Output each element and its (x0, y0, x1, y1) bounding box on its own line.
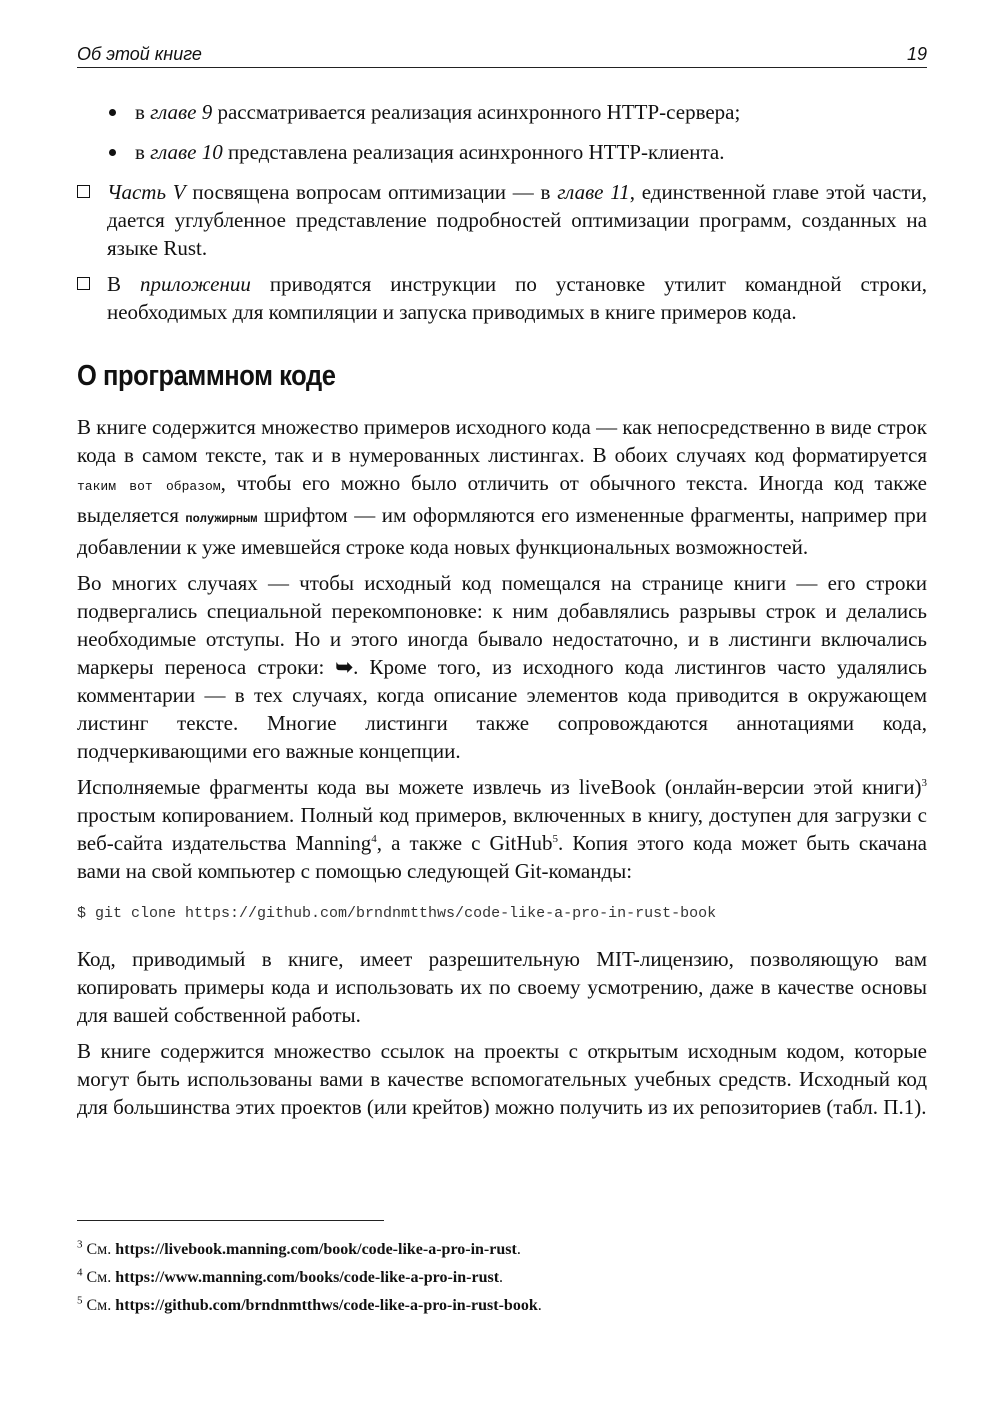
body-text (77, 413, 927, 1121)
git-clone-command: $ git clone https://github.com/brndnmtthws/code-like-a-pro-in-rust-book (77, 905, 717, 922)
footnote-5: $^5$ См. https://github.com/brndnmtthws/code-like-a-pro-in-rust-book. (77, 1294, 542, 1314)
paragraph-line-breaks: Во многих случаях — чтобы исходный код помещался на странице книги — его строки подвергались специальной перекомпоновке: к ним добавлялись разрывы строк и делались необходимые отступы. Но и этого иногда бывало недостаточно, и в листинги включались маркеры переноса строки: ➥. Кроме того, из исходного кода листингов часто удалялись комментарии — в тех случаях, когда описание элементов кода приводится в окружающем листинг тексте. Многие листинги также сопровождаются аннотациями кода, подчеркивающими его важные концепции. (77, 571, 927, 763)
paragraph-source-download: Исполняемые фрагменты кода вы можете извлечь из liveBook (онлайн-версии этой книги)$^3$ простым копированием. Полный код примеров, включенных в книгу, доступен для загрузки с веб-сайта издательства Manning$^4$, а также с GitHub$^5$. Копия этого кода может быть скачана вами на свой компьютер с помощью следующей Git-команды: (77, 775, 928, 883)
part-box-list (77, 178, 927, 326)
box-item-appendix: В приложении приводятся инструкции по установке утилит командной строки, необходимых для компиляции и запуска приводимых в книге примеров кода. (77, 270, 927, 326)
header-title: Об этой книге (77, 44, 202, 64)
page-number: 19 (906, 44, 927, 64)
footnote-link[interactable]: https://livebook.manning.com/book/code-like-a-pro-in-rust (115, 1241, 517, 1258)
bullet-dot-icon (109, 149, 116, 156)
box-item-part-v: Часть V посвящена вопросам оптимизации — в главе 11, единственной главе этой части, дается углубленное представление подробностей оптимизации программ, созданных на языке Rust. (77, 178, 927, 262)
bullet-item-chapter-9: в главе 9 рассматривается реализация асинхронного HTTP-сервера; (77, 98, 927, 126)
paragraph-license: Код, приводимый в книге, имеет разрешительную MIT-лицензию, позволяющую вам копировать примеры кода и использовать их по своему усмотрению, даже в качестве основы для вашей собственной работы. (77, 947, 927, 1027)
paragraph-code-formatting: В книге содержится множество примеров исходного кода — как непосредственно в виде строк кода в самом тексте, так и в нумерованных листингах. В обоих случаях код форматируется таким вот образом, чтобы его можно было отличить от обычного текста. Иногда код также выделяется полужирным шрифтом — им оформляются его измененные фрагменты, например при добавлении к уже имевшейся строке кода новых функциональных возможностей. (77, 415, 927, 559)
paragraph-open-source: В книге содержится множество ссылок на проекты с открытым исходным кодом, которые могут быть использованы вами в качестве вспомогательных учебных средств. Исходный код для большинства этих проектов (или крейтов) можно получить из их репозиториев (табл. П.1). (77, 1039, 927, 1119)
line-continuation-arrow-icon: ➥ (335, 655, 354, 679)
footnotes (77, 1236, 927, 1320)
footnote-ref-3: 3 (921, 777, 927, 789)
page-content (77, 44, 927, 1129)
footnote-link[interactable]: https://github.com/brndnmtthws/code-like-a-pro-in-rust-book (115, 1297, 538, 1314)
bullet-dot-icon (109, 109, 116, 116)
footnote-ref-4: 4 (371, 833, 377, 845)
running-header (77, 44, 927, 68)
section-heading: О программном коде (77, 360, 336, 392)
chapter-bullet-list (77, 98, 927, 166)
footnote-divider (77, 1220, 384, 1221)
checkbox-square-icon (77, 185, 90, 198)
footnote-link[interactable]: https://www.manning.com/books/code-like-a-pro-in-rust (115, 1269, 500, 1286)
footnote-ref-5: 5 (552, 833, 558, 845)
bullet-item-chapter-10: в главе 10 представлена реализация асинхронного HTTP-клиента. (77, 138, 927, 166)
footnote-3: $^3$ См. https://livebook.manning.com/book/code-like-a-pro-in-rust. (77, 1238, 521, 1258)
checkbox-square-icon (77, 277, 90, 290)
footnote-4: $^4$ См. https://www.manning.com/books/code-like-a-pro-in-rust. (77, 1266, 504, 1286)
